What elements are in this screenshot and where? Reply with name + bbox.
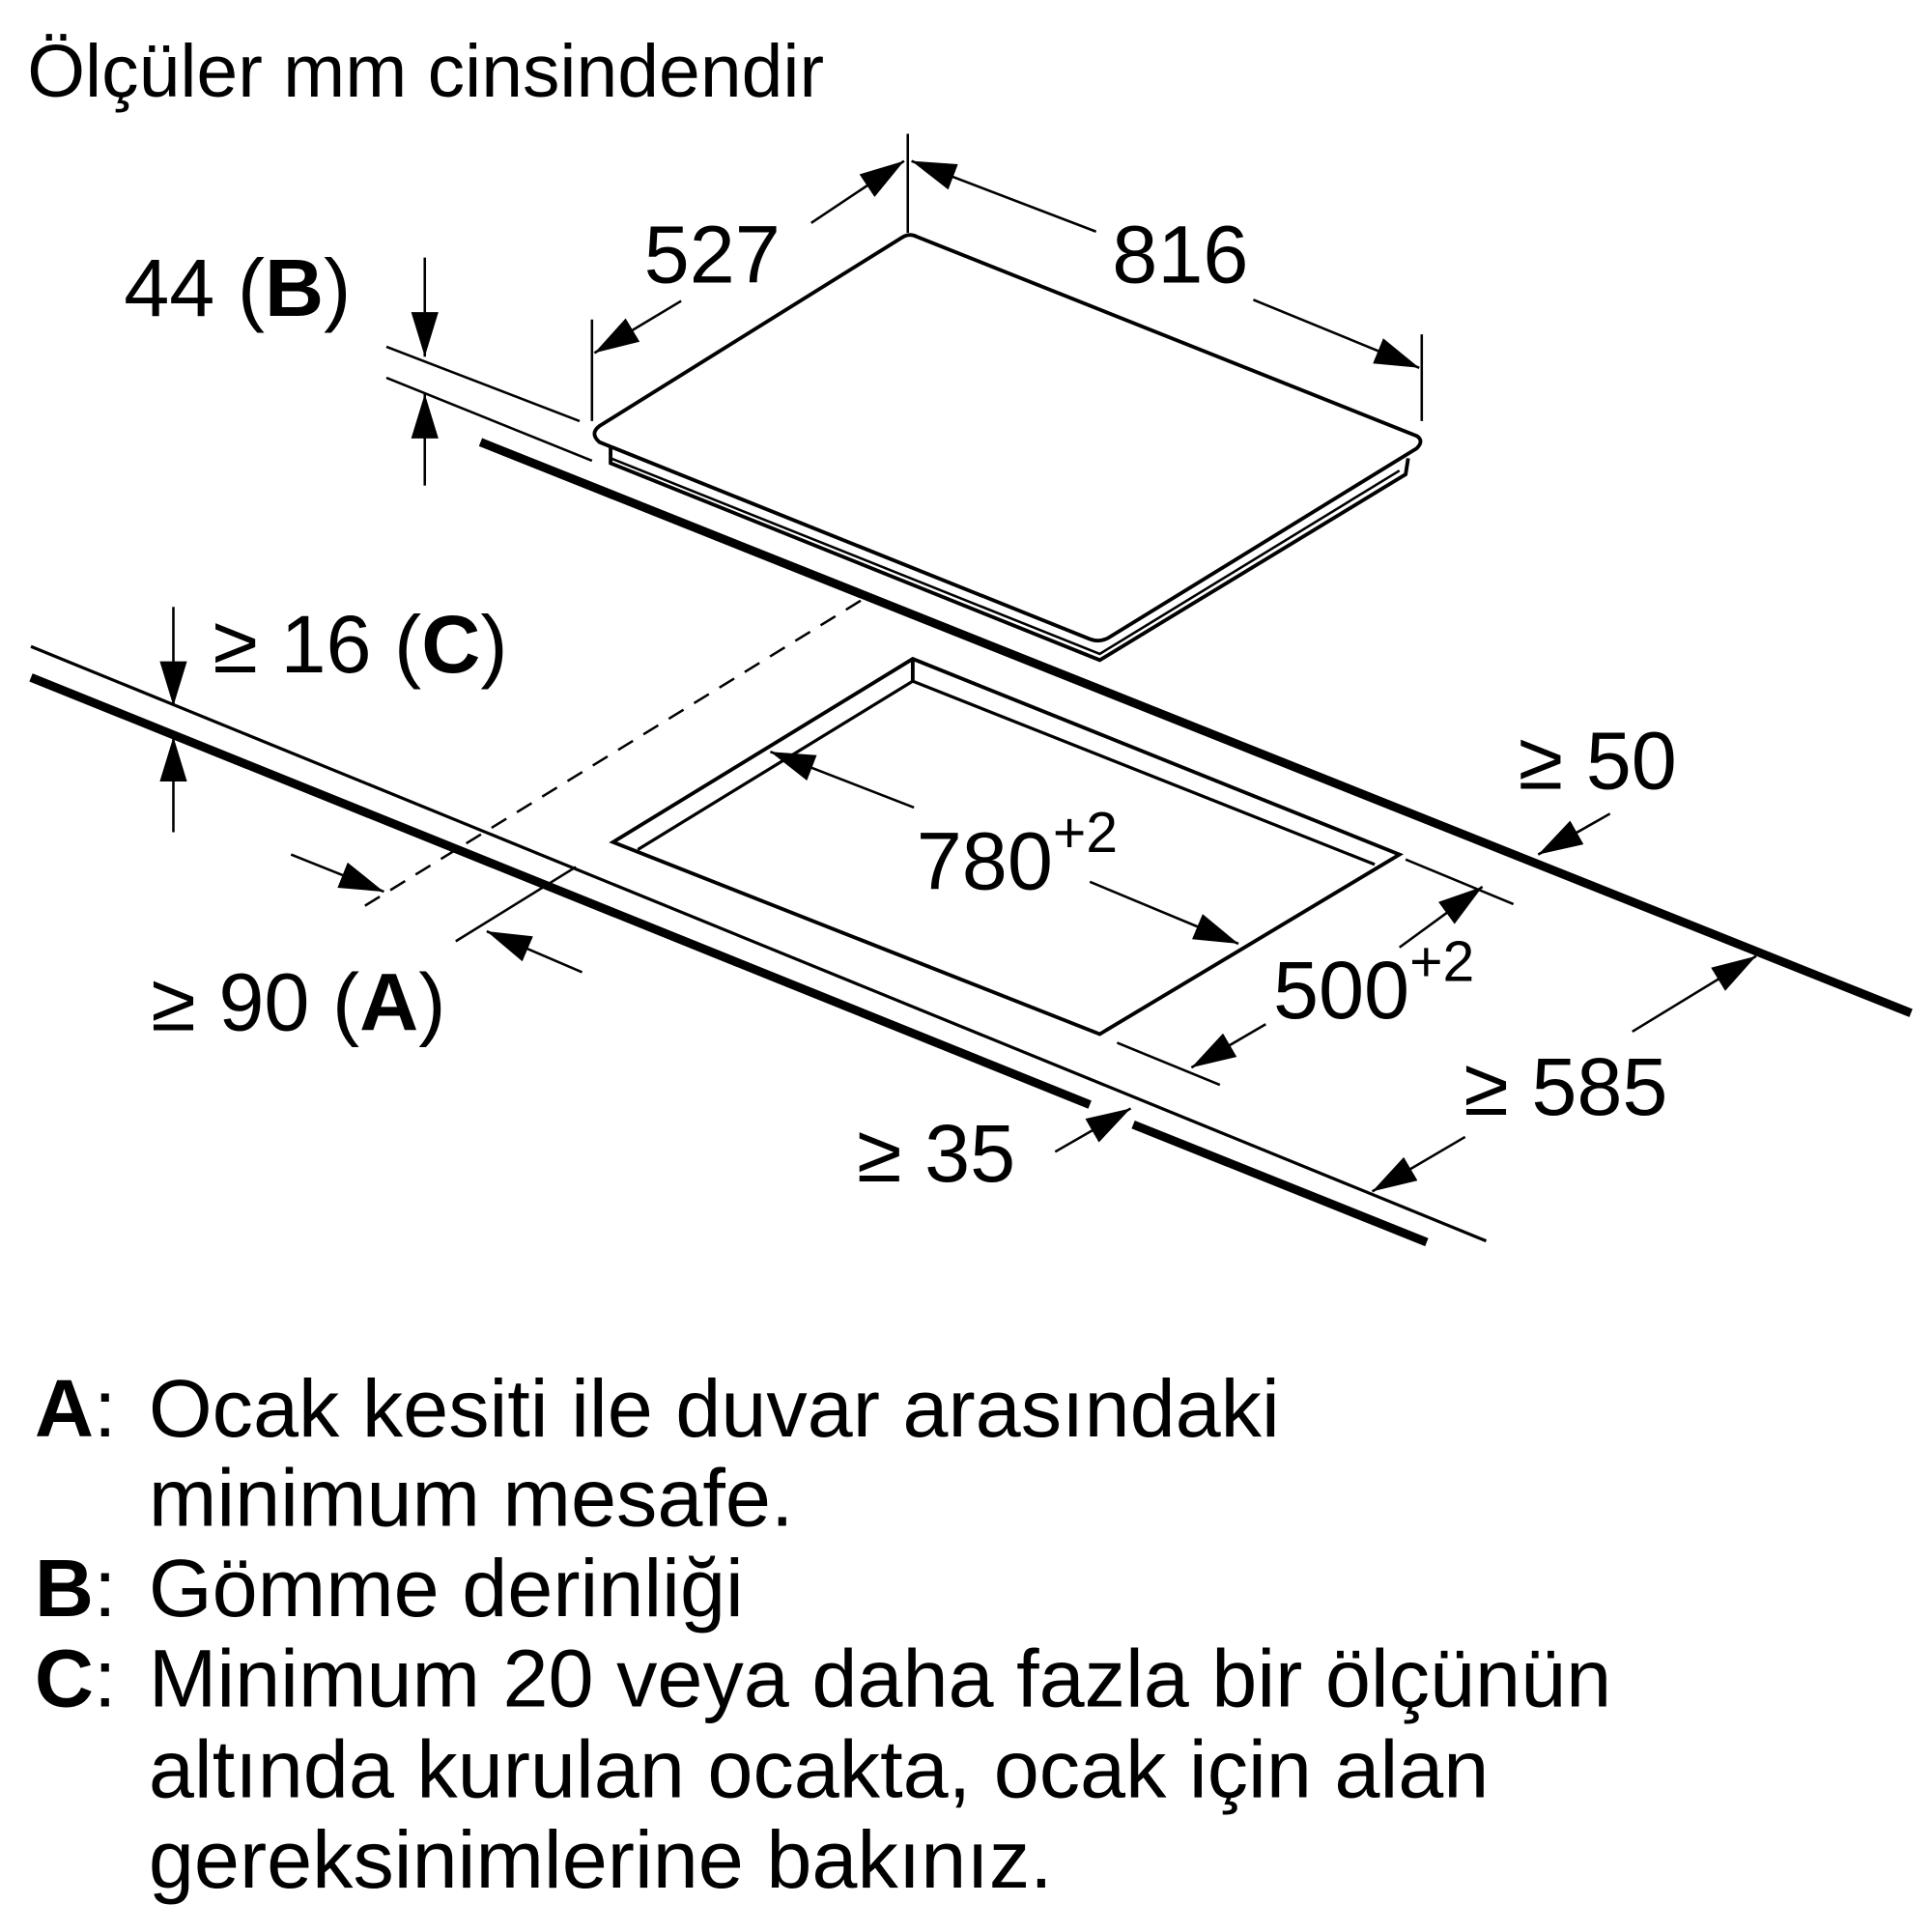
- dim-min-585: ≥ 585: [1463, 1039, 1668, 1132]
- dim-44-b: 44 (B): [124, 241, 352, 333]
- dim-min-35: ≥ 35: [857, 1107, 1016, 1200]
- legend-b: B: Gömme derinliği: [34, 1542, 744, 1634]
- dim-500: $500^{+2}$: [1272, 930, 1475, 1036]
- page-title: Ölçüler mm cinsindendir: [27, 29, 825, 113]
- dim-90-a: ≥ 90 (A): [151, 955, 446, 1048]
- dim-527: 527: [643, 208, 781, 300]
- legend-a-line2: minimum mesafe.: [148, 1451, 794, 1544]
- dim-16-c: ≥ 16 (C): [213, 598, 508, 691]
- dim-816: 816: [1112, 208, 1249, 300]
- dim-min-50: ≥ 50: [1518, 714, 1677, 807]
- dim-780: $780^{+2}$: [916, 802, 1119, 907]
- legend-c: C: Minimum 20 veya daha fazla bir ölçünün: [34, 1632, 1612, 1724]
- legend-c-line3: gereksinimlerine bakınız.: [148, 1812, 1053, 1905]
- legend-a: A: Ocak kesiti ile duvar arasındaki: [34, 1362, 1280, 1455]
- legend: [35, 1362, 1611, 1905]
- legend-c-line2: altında kurulan ocakta, ocak için alan: [148, 1722, 1490, 1815]
